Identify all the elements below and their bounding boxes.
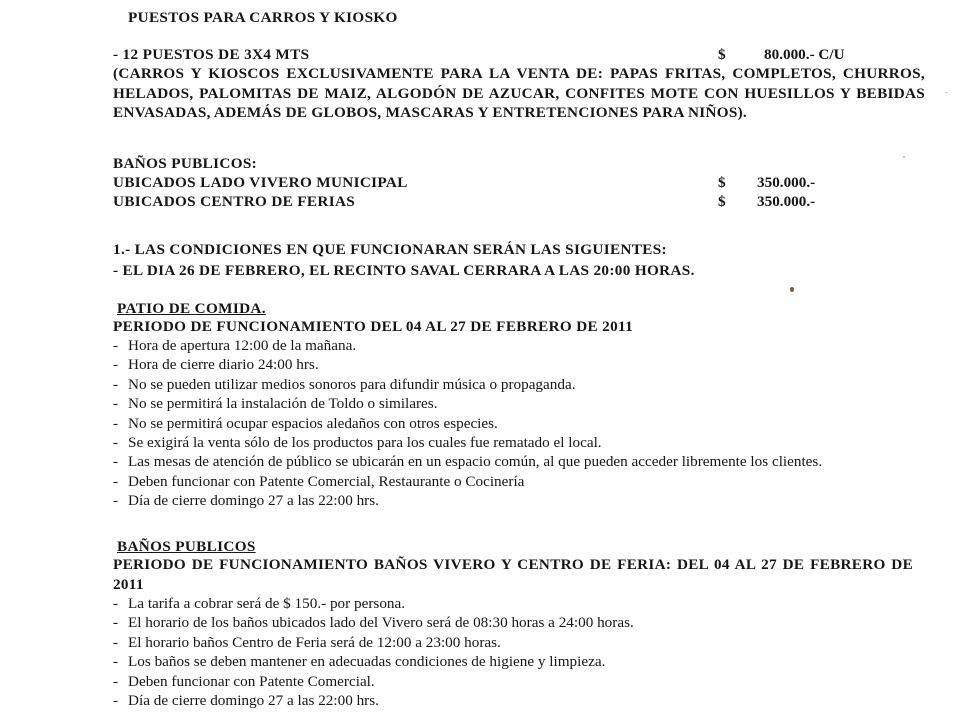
- banos-item-vivero-currency: $: [718, 174, 726, 191]
- list-item: - Se exigirá la venta sólo de los productos para los cuales fue rematado el local.: [113, 433, 928, 452]
- puestos-item: - 12 PUESTOS DE 3X4 MTS: [113, 46, 310, 63]
- list-item: - La tarifa a cobrar será de $ 150.- por persona.: [113, 594, 634, 613]
- scan-speck: [790, 287, 794, 292]
- puestos-title: PUESTOS PARA CARROS Y KIOSKO: [128, 9, 398, 26]
- list-item: - No se permitirá ocupar espacios aledaños con otros especies.: [113, 414, 928, 433]
- patio-title: PATIO DE COMIDA.: [117, 300, 266, 317]
- list-item: - Hora de cierre diario 24:00 hrs.: [113, 355, 928, 374]
- list-item: - Las mesas de atención de público se ubicarán en un espacio común, al que pueden acceder libremente los clientes.: [113, 452, 928, 471]
- list-item: - Deben funcionar con Patente Comercial, Restaurante o Cocinería: [113, 472, 928, 491]
- list-item: - No se pueden utilizar medios sonoros para difundir música o propaganda.: [113, 375, 928, 394]
- banos-item-centro-label: UBICADOS CENTRO DE FERIAS: [113, 193, 356, 210]
- banos-item-vivero-price: 350.000.-: [757, 174, 816, 191]
- banos2-rules-list: [113, 594, 634, 710]
- list-item: - Día de cierre domingo 27 a las 22:00 hrs.: [113, 491, 928, 510]
- list-item: - Deben funcionar con Patente Comercial.: [113, 672, 634, 691]
- banos-item-centro-currency: $: [718, 193, 726, 210]
- list-item: - Los baños se deben mantener en adecuadas condiciones de higiene y limpieza.: [113, 652, 634, 671]
- condiciones-note: - EL DIA 26 DE FEBRERO, EL RECINTO SAVAL CERRARA A LAS 20:00 HORAS.: [113, 262, 695, 279]
- banos-item-centro-price: 350.000.-: [757, 193, 816, 210]
- patio-periodo: PERIODO DE FUNCIONAMIENTO DEL 04 AL 27 DE FEBRERO DE 2011: [113, 318, 634, 335]
- condiciones-heading: 1.- LAS CONDICIONES EN QUE FUNCIONARAN SERÁN LAS SIGUIENTES:: [113, 241, 667, 258]
- patio-rules-list: [113, 336, 928, 511]
- banos-item-vivero-label: UBICADOS LADO VIVERO MUNICIPAL: [113, 174, 408, 191]
- list-item: - El horario de los baños ubicados lado del Vivero será de 08:30 horas a 24:00 horas.: [113, 613, 634, 632]
- banos2-periodo: PERIODO DE FUNCIONAMIENTO BAÑOS VIVERO Y CENTRO DE FERIA: DEL 04 AL 27 DE FEBRERO DE 2011: [113, 556, 913, 593]
- list-item: - Día de cierre domingo 27 a las 22:00 hrs.: [113, 691, 634, 710]
- banos2-title: BAÑOS PUBLICOS: [117, 538, 256, 555]
- list-item: - El horario baños Centro de Feria será de 12:00 a 23:00 horas.: [113, 633, 634, 652]
- list-item: - No se permitirá la instalación de Toldo o similares.: [113, 394, 928, 413]
- scan-speck: [945, 92, 948, 93]
- puestos-price: 80.000.- C/U: [764, 46, 845, 63]
- list-item: - Hora de apertura 12:00 de la mañana.: [113, 336, 928, 355]
- puestos-currency: $: [718, 46, 726, 63]
- puestos-description: (CARROS Y KIOSCOS EXCLUSIVAMENTE PARA LA VENTA DE: PAPAS FRITAS, COMPLETOS, CHURROS, HELADOS, PALOMITAS DE MAIZ, ALGODÓN DE AZUCAR, CONFITES MOTE CON HUESILLOS Y BEBIDAS ENVASADAS, ADEMÁS DE GLOBOS, MASCARAS Y ENTRETENCIONES PARA NIÑOS).: [113, 65, 925, 122]
- banos-title: BAÑOS PUBLICOS:: [113, 155, 258, 172]
- scan-speck: [903, 156, 905, 158]
